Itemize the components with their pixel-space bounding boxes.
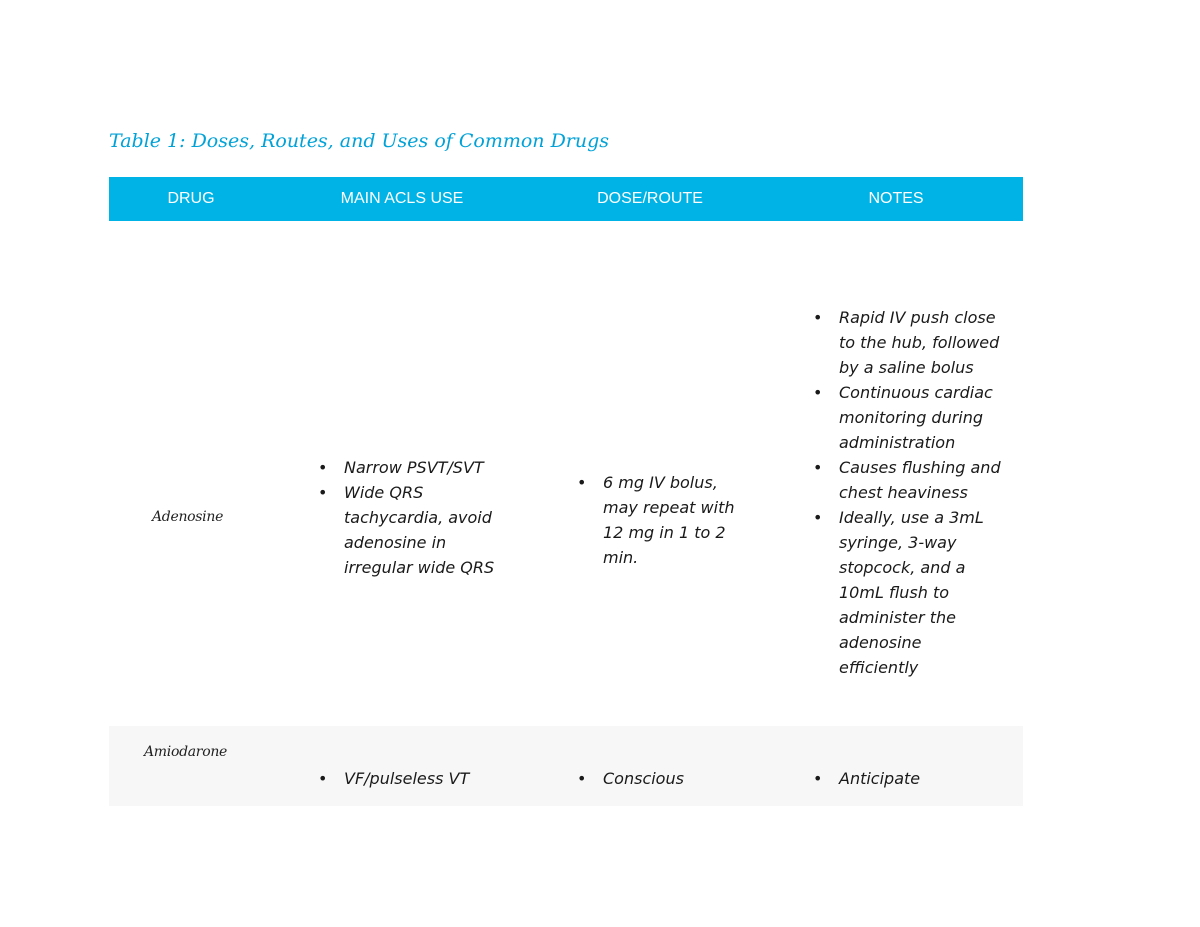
column-header-dose-route: DOSE/ROUTE [597,190,703,207]
list-item: • Continuous cardiac monitoring during administration [813,380,1003,455]
list-item: • Wide QRS tachycardia, avoid adenosine in irregular wide QRS [318,480,518,580]
column-header-notes: NOTES [868,190,924,207]
table-row [109,221,1023,726]
table-caption: Table 1: Doses, Routes, and Uses of Common Drugs [109,130,610,152]
list-item: • Rapid IV push close to the hub, followed by a saline bolus [813,305,1003,380]
list-item: • Narrow PSVT/SVT [318,455,518,480]
notes-list [813,766,1003,791]
column-header-drug: DRUG [167,190,215,207]
list-item: • 6 mg IV bolus, may repeat with 12 mg in 1 to 2 min. [577,470,749,570]
drug-name-cell: Adenosine [152,509,224,525]
drug-table [109,177,1023,806]
dose-route-list [577,766,749,791]
column-header-main-acls-use: MAIN ACLS USE [340,190,464,207]
list-item: • VF/pulseless VT [318,766,518,791]
main-use-list [318,455,518,580]
list-item: • Causes flushing and chest heaviness [813,455,1003,505]
list-item: • Ideally, use a 3mL syringe, 3-way stopcock, and a 10mL flush to administer the adenosine efficiently [813,505,1003,680]
dose-route-list [577,470,749,570]
list-item: • Conscious [577,766,749,791]
list-item: • Anticipate [813,766,1003,791]
table-header-row [109,177,1023,221]
drug-name-cell: Amiodarone [144,744,228,760]
main-use-list [318,766,518,791]
notes-list [813,305,1003,680]
table-row [109,726,1023,806]
